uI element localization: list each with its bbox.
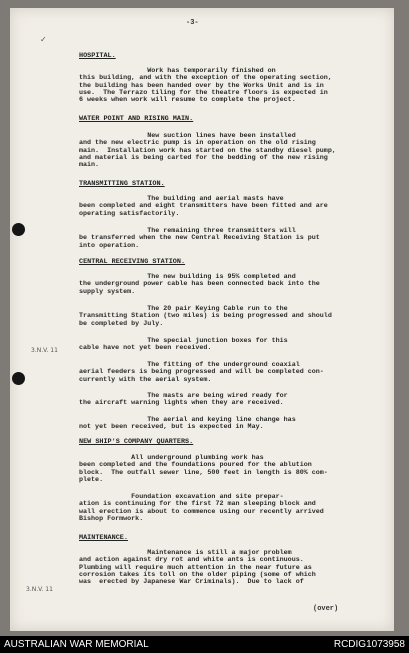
section-heading-central-receiving: CENTRAL RECEIVING STATION.	[79, 258, 186, 266]
footer-source: AUSTRALIAN WAR MEMORIAL	[4, 639, 149, 650]
paragraph: The building and aerial masts have been completed and eight transmitters have been fitted and are operating satisfactorily.	[79, 195, 328, 218]
punch-hole	[12, 372, 25, 385]
paragraph: The fitting of the underground coaxial aerial feeders is being progressed and will be completed con- currently with the aerial system.	[79, 361, 324, 384]
footer-record-id: RCDIG1073958	[333, 639, 405, 650]
section-heading-hospital: HOSPITAL.	[79, 52, 116, 60]
paragraph: Maintenance is still a major problem and action against dry rot and white ants is continuous. Plumbing will require much attention in the near future as corrosion takes its toll on the older piping (some of which was erected by Japanese War Criminals). Due to lack of	[79, 549, 316, 586]
paragraph: The remaining three transmitters will be transferred when the new Central Receiving Station is put into operation.	[79, 227, 320, 250]
paragraph: Foundation excavation and site prepar- ation is continuing for the first 72 man sleeping block and wall erection is about to commence using our recently arrived Bishop Formwork.	[79, 493, 324, 523]
paragraph: The 20 pair Keying Cable run to the Transmitting Station (two miles) is being progressed and should be completed by July.	[79, 305, 332, 328]
archive-footer	[0, 636, 409, 653]
section-heading-transmitting: TRANSMITTING STATION.	[79, 180, 165, 188]
paragraph: The masts are being wired ready for the aircraft warning lights when they are received.	[79, 392, 288, 408]
continuation-note: (over)	[313, 605, 339, 613]
paragraph: All underground plumbing work has been completed and the foundations poured for the ablution block. The outfall sewer line, 500 feet in length is 80% com- plete.	[79, 454, 328, 484]
paragraph: The aerial and keying line change has not yet been received, but is expected in May.	[79, 416, 296, 432]
punch-hole	[12, 223, 25, 236]
margin-annotation: 3.N.V. 11	[26, 586, 53, 593]
section-heading-water-point: WATER POINT AND RISING MAIN.	[79, 115, 194, 123]
section-heading-ships-company: NEW SHIP'S COMPANY QUARTERS.	[79, 438, 194, 446]
margin-annotation: 3.N.V. 11	[31, 347, 58, 354]
paragraph: Work has temporarily finished on this building, and with the exception of the operating section, the building has been handed over by the Works Unit and is in use. The Terrazo tiling for the theatre floors is expected in 6 weeks when work will resume to complete the project.	[79, 67, 332, 104]
paragraph: New suction lines have been installed and the new electric pump is in operation on the old rising main. Installation work has started on the standby diesel pump, and material is being carted for the bedding of the new rising main.	[79, 132, 336, 169]
paragraph: The new building is 95% completed and the underground power cable has been connected back into the supply system.	[79, 273, 320, 296]
section-heading-maintenance: MAINTENANCE.	[79, 534, 128, 542]
page-number: -3-	[186, 19, 199, 27]
paragraph: The special junction boxes for this cable have not yet been received.	[79, 337, 288, 353]
pencil-mark: ✓	[40, 35, 47, 44]
